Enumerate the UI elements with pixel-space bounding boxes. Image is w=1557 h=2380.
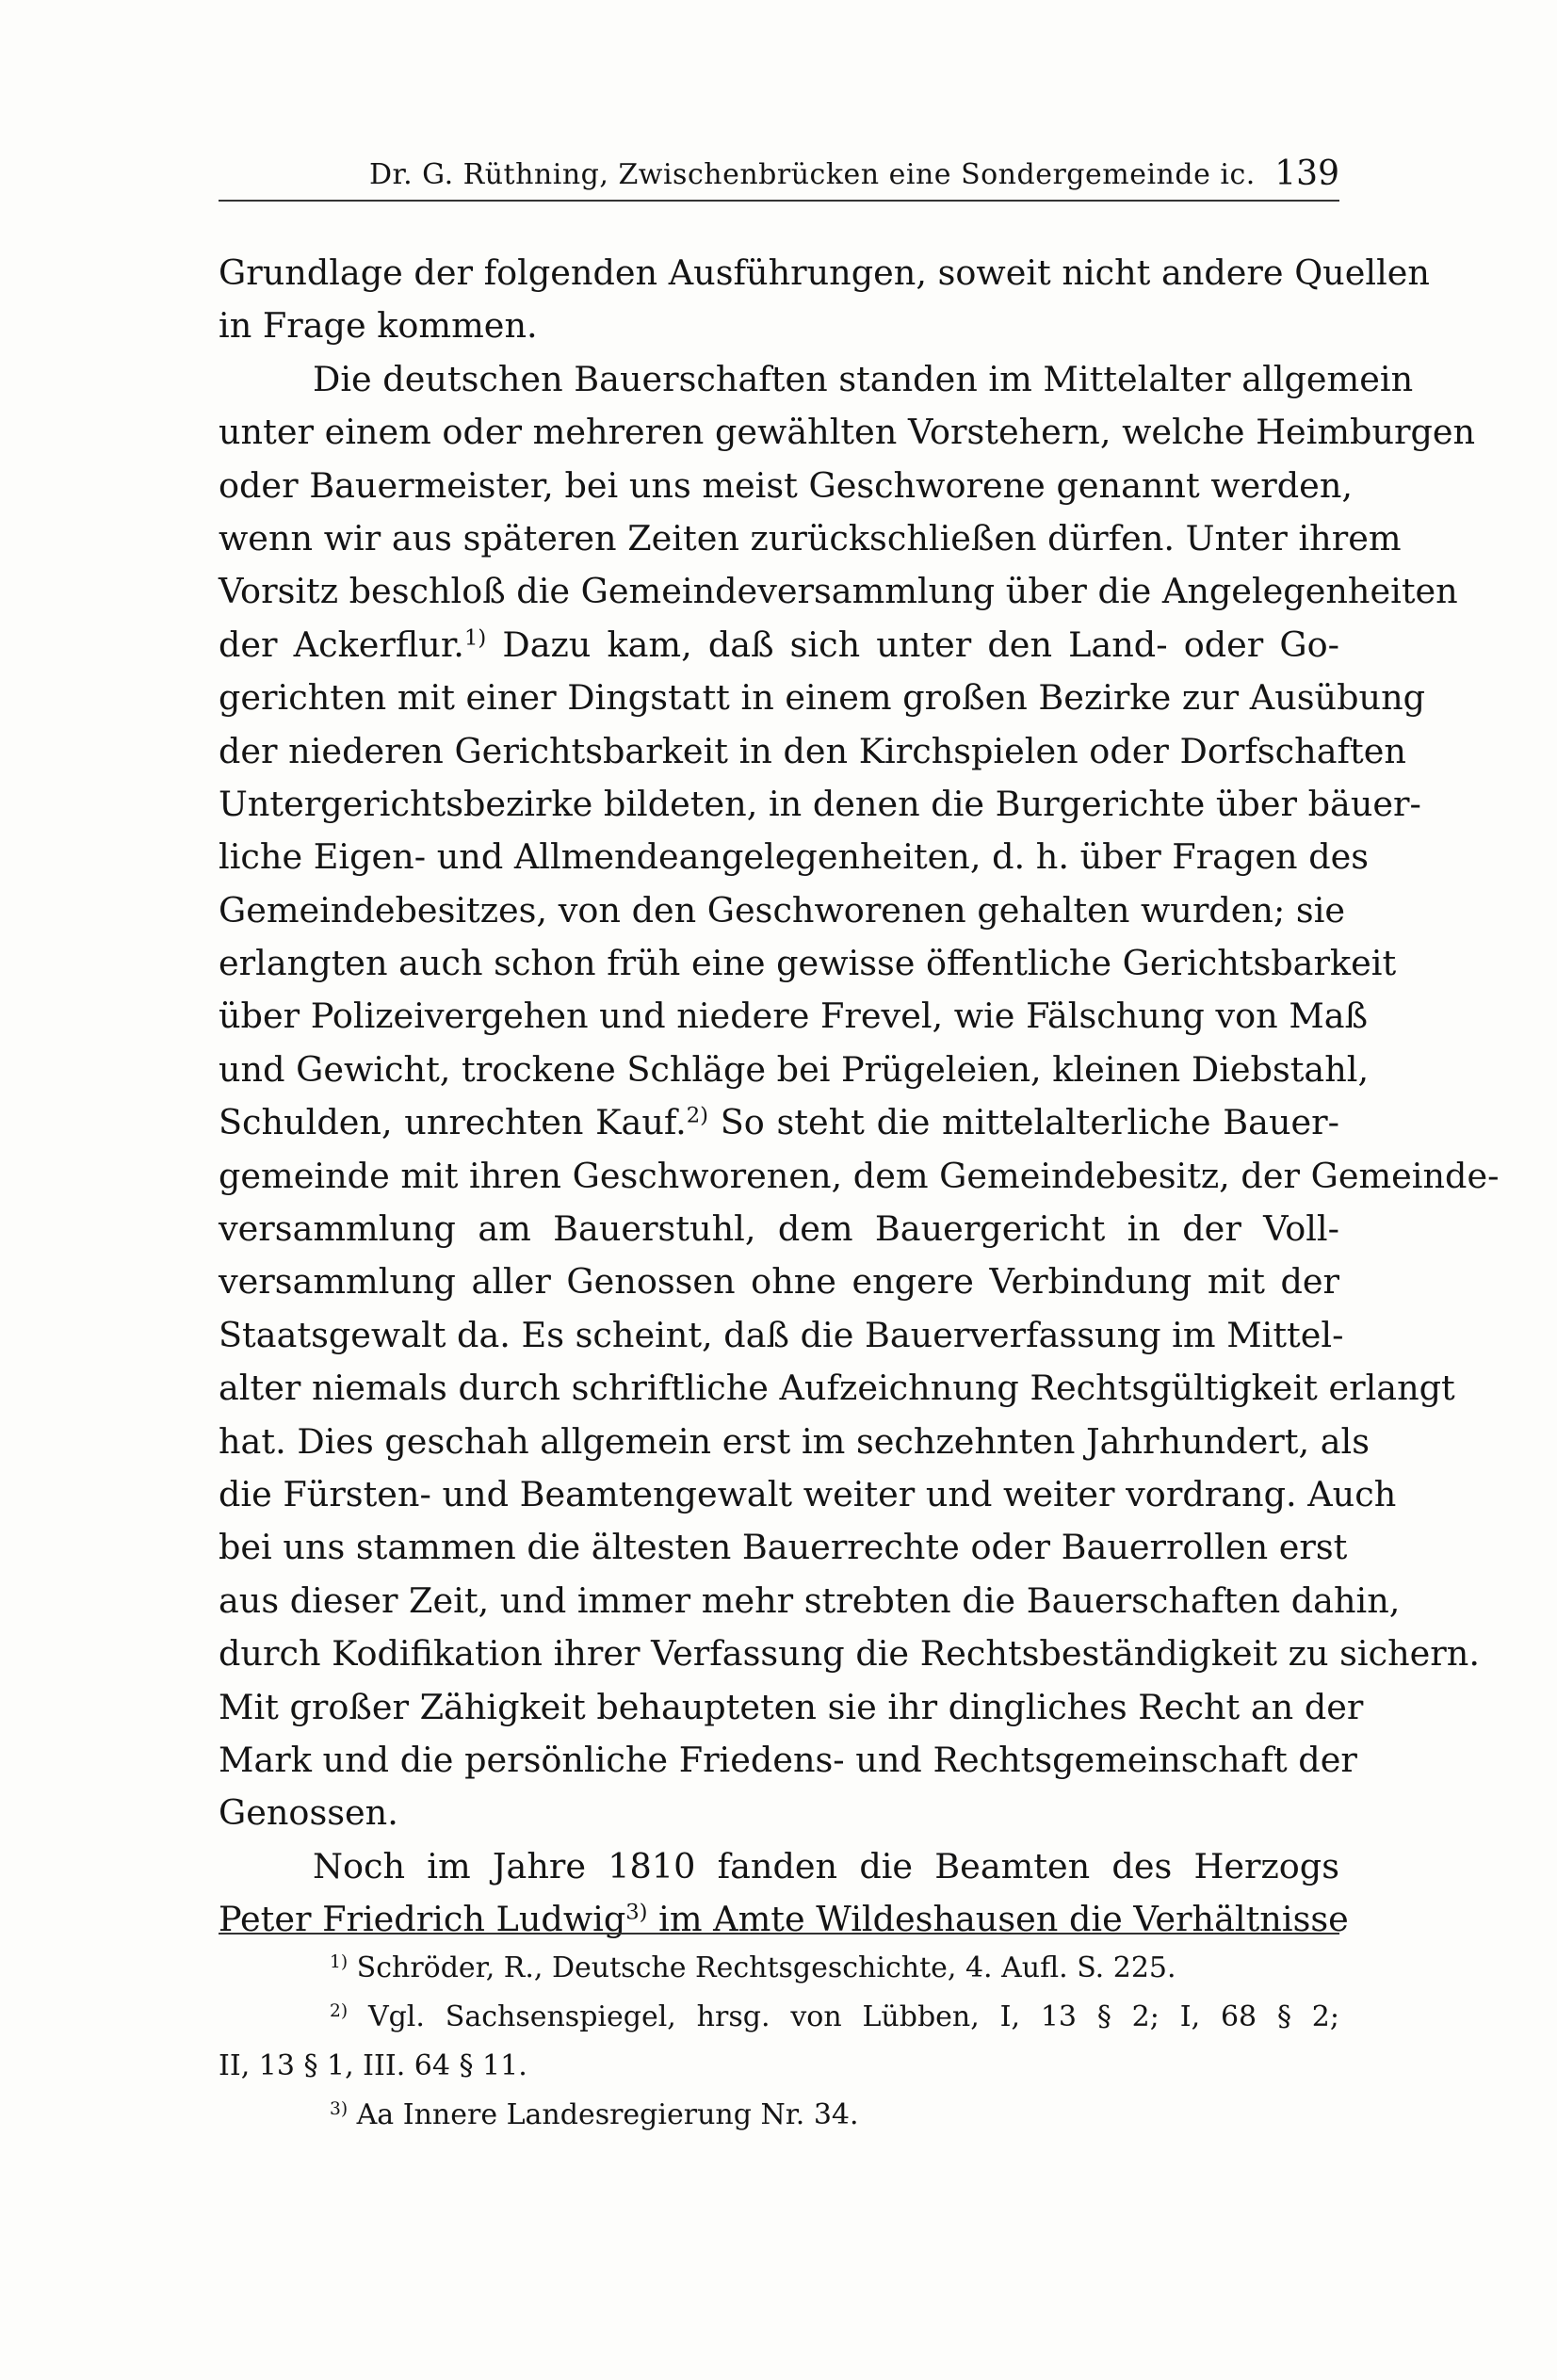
footnote-mark: 1) [330, 1951, 349, 1972]
text-line: erlangten auch schon früh eine gewisse öffentliche Gerichtsbarkeit [219, 943, 1397, 984]
text-line [219, 1096, 1339, 1149]
text-line: durch Kodifikation ihrer Verfassung die Rechtsbeständigkeit zu sichern. [219, 1633, 1480, 1675]
text-line: aus dieser Zeit, und immer mehr strebten die Bauerschaften dahin, [219, 1579, 1401, 1621]
text-line: der niederen Gerichtsbarkeit in den Kirchspielen oder Dorfschaften [219, 730, 1406, 771]
text-segment: So steht die mittelalterliche Bauer- [708, 1102, 1340, 1143]
text-line: Grundlage der folgenden Ausführungen, soweit nicht andere Quellen [219, 252, 1430, 293]
text-line: Gemeindebesitzes, von den Geschworenen gehalten wurden; sie [219, 889, 1346, 931]
text-line: und Gewicht, trockene Schläge bei Prügeleien, kleinen Diebstahl, [219, 1048, 1370, 1090]
text-line [219, 619, 1339, 672]
text-line: die Fürsten- und Beamtengewalt weiter und weiter vordrang. Auch [219, 1473, 1397, 1514]
footnote-mark: 3) [330, 2098, 349, 2119]
running-title: Dr. G. Rüthning, Zwischenbrücken eine Sondergemeinde ic. [369, 158, 1256, 191]
footnotes [219, 1944, 1339, 2140]
text-line [219, 1893, 1349, 1946]
text-line: über Polizeivergehen und niedere Frevel, wie Fälschung von Maß [219, 996, 1369, 1037]
footnote-text: Schröder, R., Deutsche Rechtsgeschichte, 4. Aufl. S. 225. [356, 1951, 1176, 1984]
text-line: Genossen. [219, 1792, 398, 1834]
text-line: unter einem oder mehreren gewählten Vorstehern, welche Heimburgen [219, 412, 1476, 453]
text-segment: der Ackerflur. [219, 623, 464, 665]
text-line: Vorsitz beschloß die Gemeindeversammlung über die Angelegenheiten [219, 571, 1458, 612]
footnote-text: Vgl. Sachsenspiegel, hrsg. von Lübben, I, 13 § 2; I, 68 § 2; [367, 2000, 1339, 2033]
footnote-mark: 2) [330, 2000, 349, 2021]
text-line: Mit großer Zähigkeit behaupteten sie ihr dingliches Recht an der [219, 1686, 1364, 1727]
text-line: Staatsgewalt da. Es scheint, daß die Bauerverfassung im Mittel- [219, 1314, 1344, 1355]
text-line: Mark und die persönliche Friedens- und Rechtsgemeinschaft der [219, 1739, 1357, 1780]
footnote-divider [219, 1933, 1339, 1935]
text-line: Noch im Jahre 1810 fanden die Beamten des Herzogs [313, 1845, 1339, 1886]
text-line: hat. Dies geschah allgemein erst im sechzehnten Jahrhundert, als [219, 1420, 1370, 1462]
footnote-ref-1[interactable]: 1) [463, 625, 487, 651]
footnote-ref-3[interactable]: 3) [625, 1900, 648, 1925]
page-header [219, 154, 1339, 202]
footnote-2-continued: II, 13 § 1, III. 64 § 11. [219, 2049, 527, 2082]
text-segment: im Amte Wildeshausen die Verhältnisse [647, 1899, 1349, 1940]
text-line: Die deutschen Bauerschaften standen im Mittelalter allgemein [313, 358, 1414, 399]
text-line: in Frage kommen. [219, 305, 538, 347]
footnote-text: Aa Innere Landesregierung Nr. 34. [356, 2098, 859, 2131]
text-line: versammlung am Bauerstuhl, dem Bauergericht in der Voll- [219, 1208, 1339, 1250]
footnote-2 [219, 1993, 1339, 2042]
text-line: gerichten mit einer Dingstatt in einem großen Bezirke zur Ausübung [219, 677, 1426, 719]
text-line: Untergerichtsbezirke bildeten, in denen die Burgerichte über bäuer- [219, 783, 1421, 824]
text-segment: Dazu kam, daß sich unter den Land- oder Go- [486, 623, 1340, 665]
text-line: versammlung aller Genossen ohne engere Verbindung mit der [219, 1261, 1339, 1303]
footnote-3 [219, 2091, 1339, 2140]
footnote-1 [219, 1944, 1339, 1993]
text-line: bei uns stammen die ältesten Bauerrechte oder Bauerrollen erst [219, 1527, 1348, 1568]
page-number: 139 [1274, 154, 1339, 193]
text-line: alter niemals durch schriftliche Aufzeichnung Rechtsgültigkeit erlangt [219, 1368, 1455, 1409]
text-line: wenn wir aus späteren Zeiten zurückschließen dürfen. Unter ihrem [219, 517, 1402, 559]
text-segment: Schulden, unrechten Kauf. [219, 1102, 687, 1143]
text-line: gemeinde mit ihren Geschworenen, dem Gemeindebesitz, der Gemeinde- [219, 1155, 1500, 1196]
main-text [219, 247, 1500, 1947]
text-line: liche Eigen- und Allmendeangelegenheiten, d. h. über Fragen des [219, 836, 1370, 878]
text-line: oder Bauermeister, bei uns meist Geschworene genannt werden, [219, 464, 1354, 506]
text-segment: Peter Friedrich Ludwig [219, 1899, 626, 1940]
footnote-ref-2[interactable]: 2) [686, 1103, 709, 1128]
